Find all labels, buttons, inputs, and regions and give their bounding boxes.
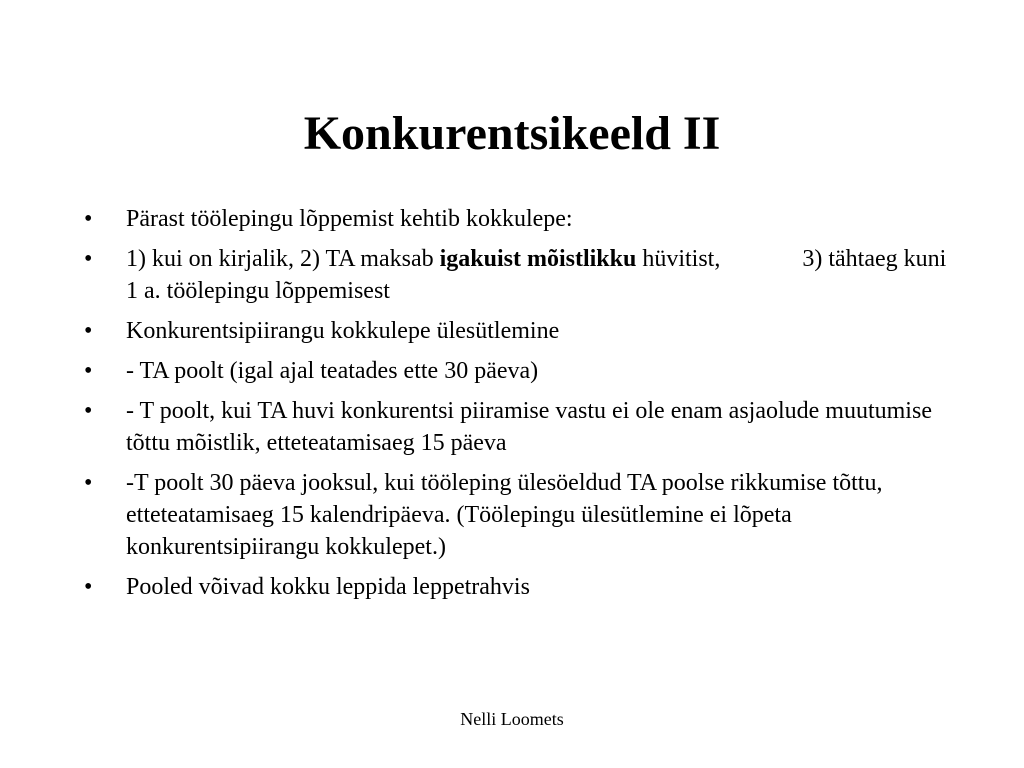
- bullet-item: [82, 355, 952, 387]
- bullet-icon: •: [84, 318, 93, 344]
- bullet-item: [82, 315, 952, 347]
- bullet-text-part: 1) kui on kirjalik, 2) TA maksab: [126, 246, 440, 272]
- bullet-icon: •: [84, 246, 93, 272]
- bullet-item: [82, 203, 952, 235]
- bullet-text: -T poolt 30 päeva jooksul, kui tööleping ülesöeldud TA poolse rikkumise tõttu, etteteatamisaeg 15 kalendripäeva. (Töölepingu ülesütlemine ei lõpeta konkurentsipiirangu kokkulepet.): [126, 470, 883, 560]
- bullet-item: [82, 395, 952, 459]
- bullet-text: - T poolt, kui TA huvi konkurentsi piiramise vastu ei ole enam asjaolude muutumise tõttu mõistlik, etteteatamisaeg 15 päeva: [126, 398, 932, 456]
- bullet-item: [82, 243, 952, 307]
- bullet-icon: •: [84, 574, 93, 600]
- bullet-text-bold: igakuist mõistlikku: [439, 246, 637, 272]
- bullet-text-part: 3) tähtaeg kuni 1 a. töölepingu lõppemisest: [126, 246, 947, 304]
- bullet-list: [82, 203, 952, 611]
- bullet-text-part: hüvitist,: [636, 246, 721, 272]
- bullet-icon: •: [84, 398, 93, 424]
- bullet-item: [82, 467, 952, 563]
- bullet-icon: •: [84, 358, 93, 384]
- bullet-text: Konkurentsipiirangu kokkulepe ülesütlemine: [126, 318, 560, 344]
- bullet-text: Pooled võivad kokku leppida leppetrahvis: [126, 574, 530, 600]
- bullet-text: - TA poolt (igal ajal teatades ette 30 päeva): [126, 358, 539, 384]
- bullet-icon: •: [84, 470, 93, 496]
- bullet-text: Pärast töölepingu lõppemist kehtib kokkulepe:: [126, 206, 573, 232]
- slide-title: Konkurentsikeeld II: [303, 107, 721, 160]
- bullet-icon: •: [84, 206, 93, 232]
- bullet-item: [82, 571, 952, 603]
- slide-footer: Nelli Loomets: [460, 709, 564, 729]
